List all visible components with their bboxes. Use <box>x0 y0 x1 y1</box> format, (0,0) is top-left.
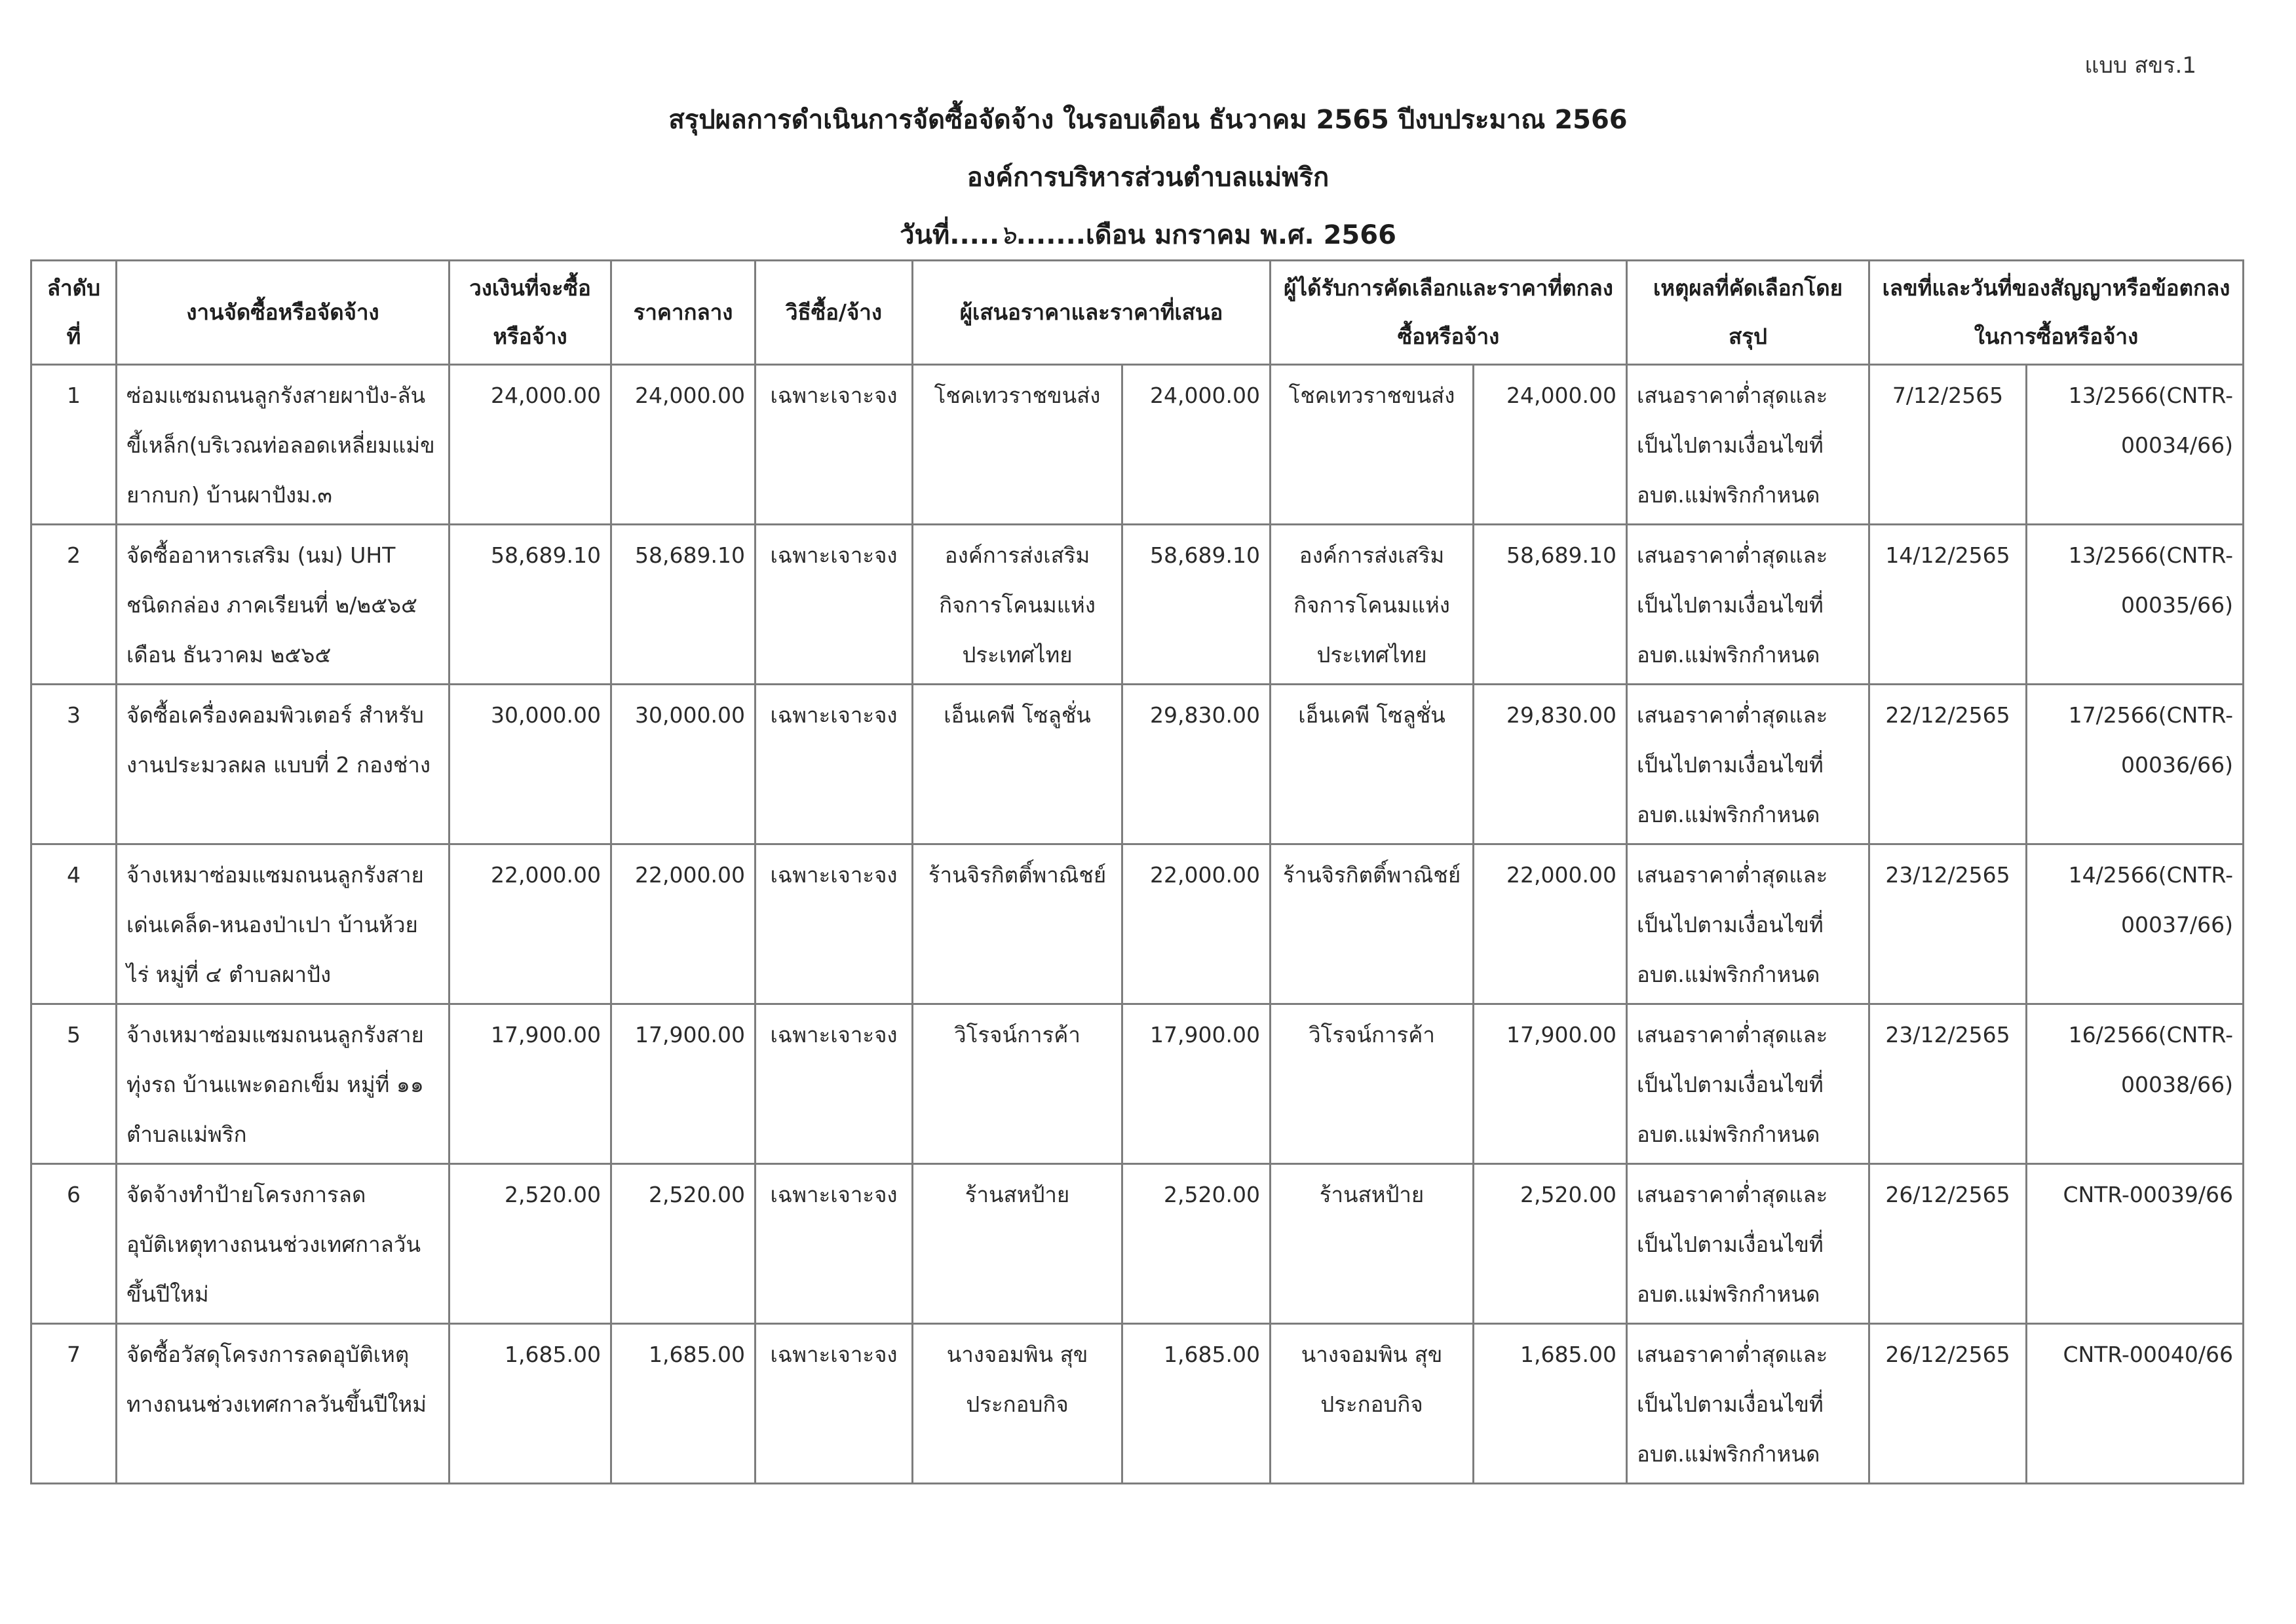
document-title: สรุปผลการดำเนินการจัดซื้อจัดจ้าง ในรอบเดือน ธันวาคม 2565 ปีงบประมาณ 2566 <box>668 105 1628 135</box>
row-winner: วิโรจน์การค้า <box>1271 1004 1474 1164</box>
row-bidder: โชคเทวราชขนส่ง <box>913 365 1122 525</box>
row-win-price: 24,000.00 <box>1474 365 1627 525</box>
row-winner: ร้านจิรกิตติ์พาณิชย์ <box>1271 844 1474 1004</box>
row-bidder: ร้านสหป้าย <box>913 1164 1122 1324</box>
date-prefix: วันที่..... <box>900 220 1000 250</box>
header-budget: วงเงินที่จะซื้อหรือจ้าง <box>450 261 611 365</box>
row-bid-price: 22,000.00 <box>1122 844 1271 1004</box>
header-no: ลำดับที่ <box>31 261 117 365</box>
row-method: เฉพาะเจาะจง <box>756 685 913 844</box>
row-contract-date: 26/12/2565 <box>1869 1324 2027 1484</box>
row-method: เฉพาะเจาะจง <box>756 844 913 1004</box>
row-winner: องค์การส่งเสริมกิจการโคนมแห่งประเทศไทย <box>1271 525 1474 685</box>
row-reason: เสนอราคาต่ำสุดและเป็นไปตามเงื่อนไขที่ อบต.แม่พริกกำหนด <box>1627 365 1869 525</box>
row-contract-date: 7/12/2565 <box>1869 365 2027 525</box>
row-win-price: 2,520.00 <box>1474 1164 1627 1324</box>
row-bid-price: 1,685.00 <box>1122 1324 1271 1484</box>
form-code: แบบ สขร.1 <box>2084 52 2196 79</box>
row-work: จัดจ้างทำป้ายโครงการลดอุบัติเหตุทางถนนช่วงเทศกาลวันขึ้นปีใหม่ <box>117 1164 450 1324</box>
row-median-price: 24,000.00 <box>611 365 756 525</box>
procurement-table <box>30 259 2244 1484</box>
row-budget: 58,689.10 <box>450 525 611 685</box>
row-contract-no: 13/2566(CNTR-00034/66) <box>2027 365 2244 525</box>
document-date <box>0 214 2296 255</box>
row-method: เฉพาะเจาะจง <box>756 1004 913 1164</box>
table-row <box>31 1004 2244 1164</box>
header-work: งานจัดซื้อหรือจัดจ้าง <box>117 261 450 365</box>
row-contract-no: CNTR-00040/66 <box>2027 1324 2244 1484</box>
row-method: เฉพาะเจาะจง <box>756 1324 913 1484</box>
row-budget: 24,000.00 <box>450 365 611 525</box>
row-method: เฉพาะเจาะจง <box>756 1164 913 1324</box>
row-reason: เสนอราคาต่ำสุดและเป็นไปตามเงื่อนไขที่ อบต.แม่พริกกำหนด <box>1627 1164 1869 1324</box>
header-contract: เลขที่และวันที่ของสัญญาหรือข้อตกลงในการซื้อหรือจ้าง <box>1869 261 2244 365</box>
row-bid-price: 17,900.00 <box>1122 1004 1271 1164</box>
row-win-price: 1,685.00 <box>1474 1324 1627 1484</box>
row-work: จ้างเหมาซ่อมแซมถนนลูกรังสายทุ่งรถ บ้านแพะดอกเข็ม หมู่ที่ ๑๑ ตำบลแม่พริก <box>117 1004 450 1164</box>
date-day-handwritten: ๖ <box>999 220 1016 250</box>
row-winner: โชคเทวราชขนส่ง <box>1271 365 1474 525</box>
row-budget: 2,520.00 <box>450 1164 611 1324</box>
row-bid-price: 24,000.00 <box>1122 365 1271 525</box>
row-bidder: วิโรจน์การค้า <box>913 1004 1122 1164</box>
row-win-price: 29,830.00 <box>1474 685 1627 844</box>
row-win-price: 17,900.00 <box>1474 1004 1627 1164</box>
date-suffix: .......เดือน มกราคม พ.ศ. 2566 <box>1016 220 1396 250</box>
row-contract-no: CNTR-00039/66 <box>2027 1164 2244 1324</box>
row-bidder: ร้านจิรกิตติ์พาณิชย์ <box>913 844 1122 1004</box>
row-no: 4 <box>31 844 117 1004</box>
row-median-price: 17,900.00 <box>611 1004 756 1164</box>
row-budget: 1,685.00 <box>450 1324 611 1484</box>
row-winner: นางจอมพิน สุขประกอบกิจ <box>1271 1324 1474 1484</box>
row-contract-date: 22/12/2565 <box>1869 685 2027 844</box>
header-reason: เหตุผลที่คัดเลือกโดยสรุป <box>1627 261 1869 365</box>
header-method: วิธีซื้อ/จ้าง <box>756 261 913 365</box>
row-contract-no: 13/2566(CNTR-00035/66) <box>2027 525 2244 685</box>
row-work: จัดซื้อวัสดุโครงการลดอุบัติเหตุทางถนนช่วงเทศกาลวันขึ้นปีใหม่ <box>117 1324 450 1484</box>
row-median-price: 30,000.00 <box>611 685 756 844</box>
row-work: ซ่อมแซมถนนลูกรังสายผาปัง-ลันขี้เหล็ก(บริเวณท่อลอดเหลี่ยมแม่ขยากบก) บ้านผาปังม.๓ <box>117 365 450 525</box>
row-contract-date: 23/12/2565 <box>1869 844 2027 1004</box>
row-budget: 17,900.00 <box>450 1004 611 1164</box>
row-winner: ร้านสหป้าย <box>1271 1164 1474 1324</box>
row-contract-date: 14/12/2565 <box>1869 525 2027 685</box>
row-median-price: 2,520.00 <box>611 1164 756 1324</box>
row-no: 6 <box>31 1164 117 1324</box>
row-contract-no: 16/2566(CNTR-00038/66) <box>2027 1004 2244 1164</box>
row-winner: เอ็นเคพี โซลูชั่น <box>1271 685 1474 844</box>
table-row <box>31 365 2244 525</box>
row-no: 7 <box>31 1324 117 1484</box>
table-row <box>31 685 2244 844</box>
row-no: 2 <box>31 525 117 685</box>
organization-name: องค์การบริหารส่วนตำบลแม่พริก <box>966 162 1330 193</box>
row-median-price: 58,689.10 <box>611 525 756 685</box>
row-contract-no: 17/2566(CNTR-00036/66) <box>2027 685 2244 844</box>
row-work: จ้างเหมาซ่อมแซมถนนลูกรังสายเด่นเคล็ด-หนองป่าเปา บ้านห้วยไร่ หมู่ที่ ๔ ตำบลผาปัง <box>117 844 450 1004</box>
row-bid-price: 2,520.00 <box>1122 1164 1271 1324</box>
row-reason: เสนอราคาต่ำสุดและเป็นไปตามเงื่อนไขที่ อบต.แม่พริกกำหนด <box>1627 844 1869 1004</box>
table-row <box>31 525 2244 685</box>
row-no: 1 <box>31 365 117 525</box>
row-median-price: 22,000.00 <box>611 844 756 1004</box>
row-bidder: องค์การส่งเสริมกิจการโคนมแห่งประเทศไทย <box>913 525 1122 685</box>
row-bid-price: 58,689.10 <box>1122 525 1271 685</box>
table-header-row <box>31 261 2244 365</box>
row-reason: เสนอราคาต่ำสุดและเป็นไปตามเงื่อนไขที่ อบต.แม่พริกกำหนด <box>1627 685 1869 844</box>
row-win-price: 58,689.10 <box>1474 525 1627 685</box>
row-bid-price: 29,830.00 <box>1122 685 1271 844</box>
row-work: จัดซื้ออาหารเสริม (นม) UHT ชนิดกล่อง ภาคเรียนที่ ๒/๒๕๖๕ เดือน ธันวาคม ๒๕๖๕ <box>117 525 450 685</box>
row-win-price: 22,000.00 <box>1474 844 1627 1004</box>
header-median-price: ราคากลาง <box>611 261 756 365</box>
table-row <box>31 1324 2244 1484</box>
table-row <box>31 844 2244 1004</box>
row-method: เฉพาะเจาะจง <box>756 525 913 685</box>
row-reason: เสนอราคาต่ำสุดและเป็นไปตามเงื่อนไขที่ อบต.แม่พริกกำหนด <box>1627 1324 1869 1484</box>
row-budget: 30,000.00 <box>450 685 611 844</box>
row-median-price: 1,685.00 <box>611 1324 756 1484</box>
row-contract-date: 26/12/2565 <box>1869 1164 2027 1324</box>
row-bidder: นางจอมพิน สุขประกอบกิจ <box>913 1324 1122 1484</box>
row-budget: 22,000.00 <box>450 844 611 1004</box>
row-method: เฉพาะเจาะจง <box>756 365 913 525</box>
header-selected: ผู้ได้รับการคัดเลือกและราคาที่ตกลงซื้อหรือจ้าง <box>1271 261 1627 365</box>
header-bidders: ผู้เสนอราคาและราคาที่เสนอ <box>913 261 1271 365</box>
row-contract-date: 23/12/2565 <box>1869 1004 2027 1164</box>
row-reason: เสนอราคาต่ำสุดและเป็นไปตามเงื่อนไขที่ อบต.แม่พริกกำหนด <box>1627 1004 1869 1164</box>
row-contract-no: 14/2566(CNTR-00037/66) <box>2027 844 2244 1004</box>
row-bidder: เอ็นเคพี โซลูชั่น <box>913 685 1122 844</box>
row-no: 3 <box>31 685 117 844</box>
row-no: 5 <box>31 1004 117 1164</box>
row-reason: เสนอราคาต่ำสุดและเป็นไปตามเงื่อนไขที่ อบต.แม่พริกกำหนด <box>1627 525 1869 685</box>
row-work: จัดซื้อเครื่องคอมพิวเตอร์ สำหรับงานประมวลผล แบบที่ 2 กองช่าง <box>117 685 450 844</box>
table-row <box>31 1164 2244 1324</box>
